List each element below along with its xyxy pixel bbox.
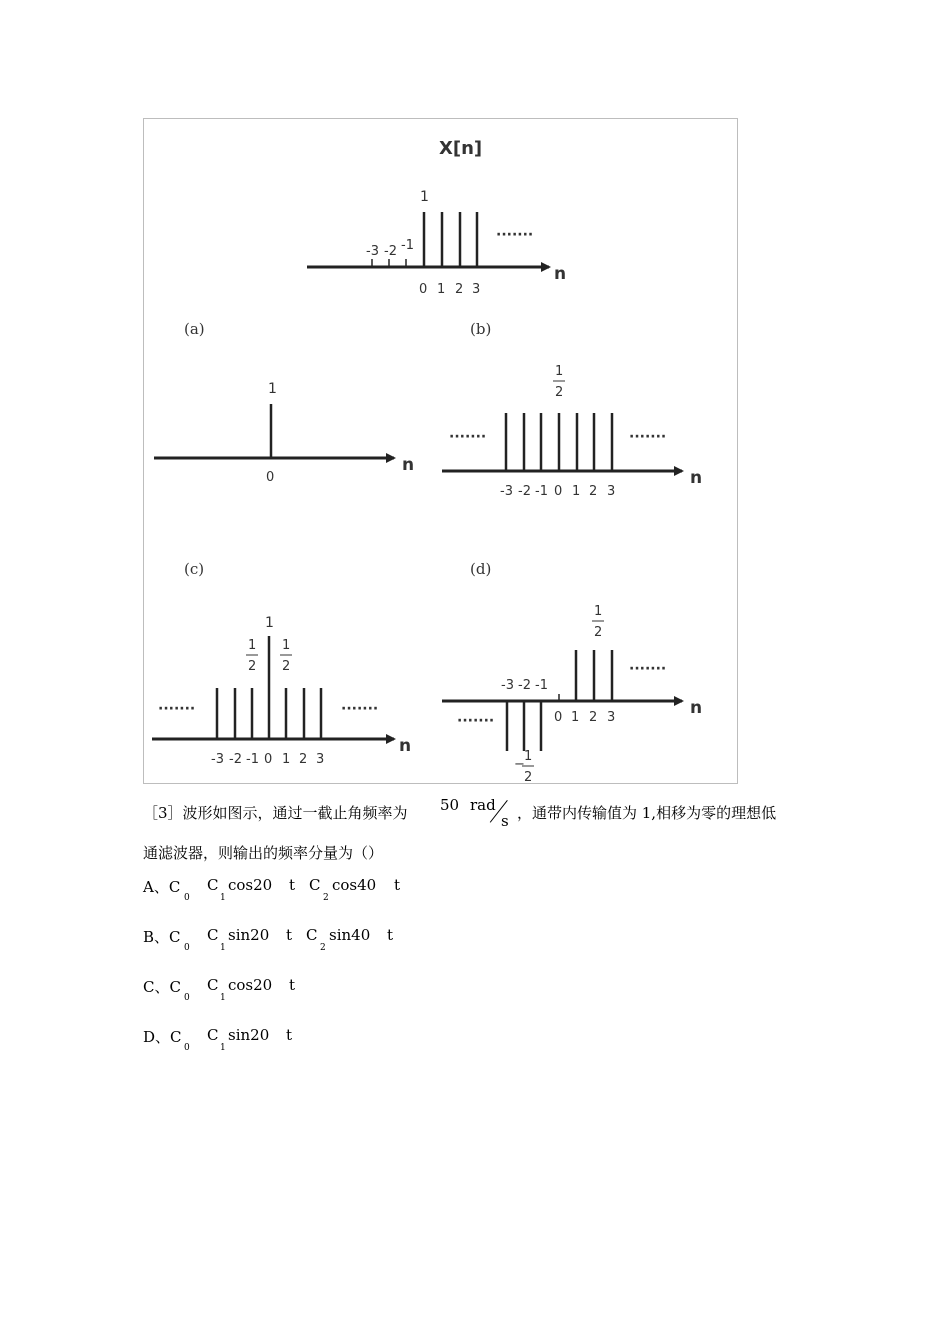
option-b-sub: 2 (320, 943, 326, 953)
panel-a-tick: 1 (437, 282, 446, 297)
panel-c-tick: -3 (211, 752, 224, 767)
impulse-axis-label: n (402, 455, 415, 475)
panel-a-tick: -2 (384, 244, 397, 259)
panel-a-tick: -1 (401, 238, 414, 253)
panel-impulse (154, 381, 414, 485)
option-a-term: C (309, 876, 321, 894)
panel-b-dots-right: ······· (629, 429, 667, 445)
question-line-1 (143, 802, 408, 823)
option-d-sub: 1 (220, 1043, 226, 1053)
unit-denominator: s (501, 812, 509, 830)
option-a-term: C (207, 876, 219, 894)
panel-c-dots-right: ······· (341, 701, 379, 717)
panel-a-peak: 1 (420, 189, 429, 205)
panel-a-tick: 2 (455, 282, 464, 297)
panel-c-half-num-right: 1 (282, 638, 291, 653)
panel-d-tick-pos: 0 (554, 710, 563, 725)
panel-c-half-num-left: 1 (248, 638, 257, 653)
panel-d-axis-label: n (690, 698, 703, 718)
question-line-2 (143, 842, 383, 863)
unit-numerator: rad (470, 796, 496, 814)
impulse-tick: 0 (266, 470, 275, 485)
option-b-term: sin40 (329, 926, 371, 944)
panel-d-neg-sign: − (514, 757, 525, 772)
question-prefix: ［3］波形如图示，通过一截止角频率为 (143, 804, 408, 822)
option-d-label: D、C (143, 1028, 182, 1046)
panel-d-tick-neg: -2 (518, 678, 531, 693)
option-b-term: t (286, 926, 293, 944)
panel-a-axis-label: n (554, 264, 567, 284)
option-c-term: C (207, 976, 219, 994)
panel-a-tick: -3 (366, 244, 379, 259)
caption-c: (c) (184, 560, 205, 578)
half-num: 1 (555, 364, 564, 379)
panel-d-neg-half-num: 1 (524, 749, 533, 764)
panel-d-dots-right: ······· (629, 661, 667, 677)
option-d-term: t (286, 1026, 293, 1044)
option-d-term: sin20 (228, 1026, 270, 1044)
figure-title: X[n] (439, 138, 483, 159)
question-suffix: ，通带内传输值为 1,相移为零的理想低 (517, 804, 777, 822)
panel-c-tick: 1 (282, 752, 291, 767)
panel-c-half-den-left: 2 (248, 659, 257, 674)
option-b-term: sin20 (228, 926, 270, 944)
option-c-label: C、C (143, 978, 181, 996)
caption-d: (d) (470, 560, 492, 578)
option-b-label: B、C (143, 928, 181, 946)
panel-b-tick: -3 (500, 484, 513, 499)
panel-c-dots-left: ······· (158, 701, 196, 717)
panel-d-neg-half-den: 2 (524, 770, 533, 785)
option-c-term: t (289, 976, 296, 994)
panel-c-tick: -1 (246, 752, 259, 767)
panel-a-tick: 3 (472, 282, 481, 297)
option-a-sub: 2 (323, 893, 329, 903)
question-line-1-post (517, 802, 776, 823)
option-a[interactable] (143, 876, 443, 906)
option-c-sub: 0 (184, 993, 190, 1003)
panel-b-tick: 3 (607, 484, 616, 499)
panel-c-axis-label: n (399, 736, 412, 756)
waveform-diagram (144, 119, 739, 785)
panel-a (307, 189, 566, 297)
panel-d-tick-neg: -1 (535, 678, 548, 693)
panel-b-tick: 2 (589, 484, 598, 499)
option-a-sub: 1 (220, 893, 226, 903)
panel-d-tick-pos: 2 (589, 710, 598, 725)
option-c-term: cos20 (228, 976, 273, 994)
panel-d-half-den: 2 (594, 625, 603, 640)
panel-b-tick: 0 (554, 484, 563, 499)
caption-b: (b) (470, 320, 492, 338)
impulse-peak: 1 (268, 381, 277, 397)
panel-c-peak: 1 (265, 615, 274, 631)
panel-d-tick-neg: -3 (501, 678, 514, 693)
option-b-term: C (207, 926, 219, 944)
panel-a-tick: 0 (419, 282, 428, 297)
option-b-sub: 0 (184, 943, 190, 953)
option-d-term: C (207, 1026, 219, 1044)
option-a-term: t (289, 876, 296, 894)
option-a-term: cos20 (228, 876, 273, 894)
option-d[interactable] (143, 1026, 343, 1056)
panel-d-half-num: 1 (594, 604, 603, 619)
option-a-term: t (394, 876, 401, 894)
panel-a-dots: ······· (496, 227, 534, 243)
panel-d (442, 604, 702, 785)
option-a-sub: 0 (184, 893, 190, 903)
panel-constant-half (442, 364, 702, 499)
panel-b-tick: 1 (572, 484, 581, 499)
panel-c-tick: -2 (229, 752, 242, 767)
panel-c-half-den-right: 2 (282, 659, 291, 674)
panel-b-tick: -2 (518, 484, 531, 499)
panel-d-dots-left: ······· (457, 713, 495, 729)
option-c-sub: 1 (220, 993, 226, 1003)
panel-d-tick-pos: 1 (571, 710, 580, 725)
cutoff-value: 50 (440, 796, 460, 814)
option-b-term: t (387, 926, 394, 944)
option-a-term: cos40 (332, 876, 377, 894)
option-a-label: A、C (143, 878, 181, 896)
panel-c-tick: 0 (264, 752, 273, 767)
question-line-2-text: 通滤波器，则输出的频率分量为（） (143, 844, 384, 862)
panel-d-tick-pos: 3 (607, 710, 616, 725)
panel-c-tick: 3 (316, 752, 325, 767)
half-den: 2 (555, 385, 564, 400)
option-b-term: C (306, 926, 318, 944)
caption-a: (a) (184, 320, 205, 338)
panel-b-dots-left: ······· (449, 429, 487, 445)
option-b-sub: 1 (220, 943, 226, 953)
option-c[interactable] (143, 976, 343, 1006)
panel-b-tick: -1 (535, 484, 548, 499)
panel-c-tick: 2 (299, 752, 308, 767)
option-d-sub: 0 (184, 1043, 190, 1053)
option-b[interactable] (143, 926, 443, 956)
panel-b-axis-label: n (690, 468, 703, 488)
panel-c (152, 615, 411, 767)
signal-figure (143, 118, 738, 784)
